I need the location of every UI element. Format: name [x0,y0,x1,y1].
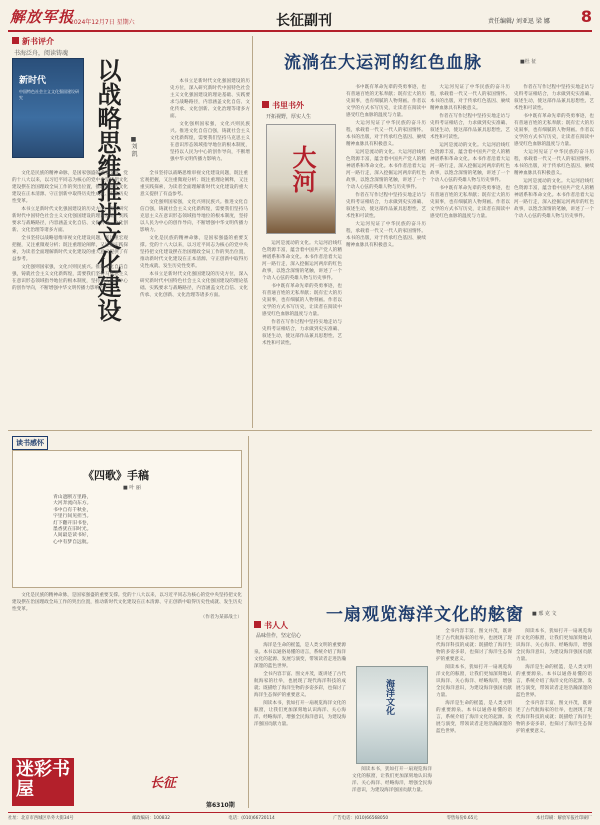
cover-title: 海洋文化 [384,679,394,715]
column-divider [252,36,253,428]
paragraph: 海洋是生命的摇篮，是人类文明的重要源泉。本书以通俗易懂的语言，系统介绍了海洋文化的起源、发展与演变，带领读者走进浩瀚深邃的蓝色世界。 [516,665,592,698]
article-body-col2 [346,84,426,426]
square-bullet-icon [254,621,261,628]
article-body-col1 [12,170,128,430]
footer-postcode: 邮政编码：100832 [132,816,170,821]
section-divider [8,430,592,431]
cover-title: 新时代 [19,76,47,86]
column-divider [248,436,249,808]
paragraph: 书中既有革命先辈的英勇事迹，也有普通百姓的无私奉献；既有宏大的历史叙事，也有细腻的人物刻画。作者以文学的方式书写历史，让读者在阅读中感受红色血脉的温度与力量。 [262,284,342,317]
poem-line: 字里行间见担当。 [53,514,92,520]
poem-title: 《四歌》手稿 [83,469,149,482]
paragraph: 书中既有革命先辈的英勇事迹，也有普通百姓的无私奉献；既有宏大的历史叙事，也有细腻的人物刻画。作者以文学的方式书写历史，让读者在阅读中感受红色血脉的温度与力量。 [430,186,510,219]
paragraph: 全书内容丰富、图文并茂，既讲述了古代航海家的壮举，也展现了现代海洋科技的成就；既描绘了海洋生物的多姿多彩，也探讨了海洋生态保护的重要意义。 [254,672,346,698]
column-label: 书人人 [264,621,288,630]
paragraph: 本书立足新时代文化强国建设的历史方位，深入研究新时代中国特色社会主义文化强国建设的理论基础、实践要求与战略路径，内容涵盖文化自信、文化传承、文化创新、文化治理等诸多方面。 [140,272,248,298]
article-headline: 以战略思维推进文化建设 [93,58,121,322]
article-body-col1 [254,642,346,808]
paragraph: 全书内容丰富、图文并茂，既讲述了古代航海家的壮举，也展现了现代海洋科技的成就；既描绘了海洋生物的多姿多彩，也探讨了海洋生态保护的重要意义。 [436,629,512,662]
poem-line: 心中有梦自远航。 [53,539,92,545]
article-body-col3 [430,84,510,426]
article-body-col3 [436,628,512,808]
paragraph: 全书坚持以战略思维审视文化建设问题，既注重宏观把握，又注重微观分析；既注重理论阐释，又注重实践探索，为读者全面理解新时代文化建设的重大意义提供了有益参考。 [140,171,248,197]
poem-lines [53,495,213,546]
page-number: 8 [580,7,592,26]
paragraph: 书中既有革命先辈的英勇事迹，也有普通百姓的无私奉献；既有宏大的历史叙事，也有细腻的人物刻画。作者以文学的方式书写历史，让读者在阅读中感受红色血脉的温度与力量。 [514,114,594,147]
column-subtitle: 开拓视野，厚实人生 [266,114,312,120]
cover-title: 大河 [288,145,317,193]
paragraph: 作者在写作过程中坚持实地走访与史料考证相结合，力求做到史实准确、叙述生动，使这部作品兼具思想性、艺术性和可读性。 [346,193,426,219]
square-bullet-icon [262,101,269,108]
masthead [8,6,592,30]
paragraph: 文化是民族的精神命脉，是国家强盛的重要支撑。党的十八大以来，以习近平同志为核心的党中央坚持把文化建设摆在治国理政全局工作的突出位置，推动新时代文化建设在正本清源、守正创新中取得历史性成就、发生历史性变革。 [12,171,128,204]
paragraph: 文化是民族的精神命脉，是国家强盛的重要支撑。党的十八大以来，以习近平同志为核心的党中央坚持把文化建设摆在治国理政全局工作的突出位置，推动新时代文化建设在正本清源、守正创新中取得历史性成就、发生历史性变革。 [12,593,242,612]
paragraph: 海洋是生命的摇篮，是人类文明的重要源泉。本书以通俗易懂的语言，系统介绍了海洋文化的起源、发展与演变，带领读者走进浩瀚深邃的蓝色世界。 [436,701,512,734]
column-label: 书里书外 [272,101,304,110]
poem-line: 灯下翻开旧书卷， [53,520,92,526]
poem-line: 人间最是读书好， [53,533,92,539]
column-subtitle: 品味佳作，坚定信心 [256,633,302,639]
article-body-col1 [262,240,342,426]
masthead-divider [8,30,592,32]
paragraph: 阅读本书，犹如打开一扇观览海洋文化的舷窗，让我们更加深刻地认识海洋、关心海洋、经略海洋，增强全民海洋意识，为建设海洋强国贡献力量。 [516,629,592,662]
section-title: 长征副刊 [276,13,332,29]
issue-date: 2024年12月7日 星期六 [70,19,135,26]
poem-author: ■ 叶 丽 [123,485,141,491]
column-subtitle: 书海泛舟，阅读铸魂 [14,50,69,57]
paragraph: 运河是流动的文化。大运河沿线红色资源丰富，蕴含着中国共产党人的精神谱系和革命文化。本书作者沿着大运河一路行走，深入挖掘运河两岸的红色故事，以饱含深情的笔触，讲述了一个个动人心弦的英雄人物与历史事件。 [514,179,594,219]
paragraph: 本书立足新时代文化强国建设的历史方位，深入研究新时代中国特色社会主义文化强国建设的理论基础、实践要求与战略路径，内容涵盖文化自信、文化传承、文化创新、文化治理等诸多方面。 [170,79,250,119]
footer-address: 社址：北京市西城区阜外大街34号 [8,816,74,821]
poem-note [12,592,242,622]
newspaper-logo: 解放军报 [10,8,75,26]
paragraph: 作者在写作过程中坚持实地走访与史料考证相结合，力求做到史实准确、叙述生动，使这部作品兼具思想性、艺术性和可读性。 [430,114,510,140]
article-headline: 一扇观览海洋文化的舷窗 [326,605,524,625]
paragraph: 运河是流动的文化。大运河沿线红色资源丰富，蕴含着中国共产党人的精神谱系和革命文化。本书作者沿着大运河一路行走，深入挖掘运河两岸的红色故事，以饱含深情的笔触，讲述了一个个动人心弦的英雄人物与历史事件。 [346,150,426,190]
paragraph: 阅读本书，犹如打开一扇观览海洋文化的舷窗，让我们更加深刻地认识海洋、关心海洋、经略海洋，增强全民海洋意识，为建设海洋强国贡献力量。 [352,767,432,793]
paragraph: 本书立足新时代文化强国建设的历史方位，深入研究新时代中国特色社会主义文化强国建设的理论基础、实践要求与战略路径，内容涵盖文化自信、文化传承、文化创新、文化治理等诸多方面。 [12,207,128,233]
poem-caption: （作者为某部战士） [200,615,242,620]
poem-line: 青山遮断万里路， [53,495,92,500]
column-header-new-books [12,36,54,47]
footer-phone: 电话：(010)66720114 [228,816,275,821]
article-byline: ■杜 征 [520,59,537,65]
poem-line: 墨香犹在旧时光。 [53,527,92,533]
paragraph: 大运河见证了中华民族的奋斗历程，承载着一代又一代人的家国情怀。本书的出版，对于传承红色基因、赓续精神血脉具有积极意义。 [514,150,594,176]
page-footer [8,812,592,822]
paragraph: 运河是流动的文化。大运河沿线红色资源丰富，蕴含着中国共产党人的精神谱系和革命文化。本书作者沿着大运河一路行走，深入挖掘运河两岸的红色故事，以饱含深情的笔触，讲述了一个个动人心弦的英雄人物与历史事件。 [430,143,510,183]
column-header-reading: 读书感怀 [12,436,48,450]
footer-ad-phone: 广告电话：(010)66568050 [333,816,389,821]
paragraph: 全书坚持以战略思维审视文化建设问题，既注重宏观把握，又注重微观分析；既注重理论阐释，又注重实践探索，为读者全面理解新时代文化建设的重大意义提供了有益参考。 [12,236,128,262]
article-body-col3 [170,78,250,166]
paragraph: 文化强则国家强，文化兴则民族兴。推进文化自信自强，铸就社会主义文化新辉煌，需要我们坚持马克思主义在意识形态领域指导地位的根本制度，坚持以人民为中心的创作导向，不断增强中华文明传播力影响力。 [170,122,250,162]
column-header-books [262,100,304,111]
footer-price: 零售每份0.65元 [446,816,478,821]
paragraph: 阅读本书，犹如打开一扇观览海洋文化的舷窗，让我们更加深刻地认识海洋、关心海洋、经略海洋，增强全民海洋意识，为建设海洋强国贡献力量。 [254,701,346,727]
column-header-books [254,620,288,631]
paragraph: 作者在写作过程中坚持实地走访与史料考证相结合，力求做到史实准确、叙述生动，使这部作品兼具思想性、艺术性和可读性。 [514,85,594,111]
cover-subtitle: 中国特色社会主义文化强国建设研究 [19,89,79,100]
paragraph: 作者在写作过程中坚持实地走访与史料考证相结合，力求做到史实准确、叙述生动，使这部作品兼具思想性、艺术性和可读性。 [262,320,342,346]
paragraph: 文化强则国家强，文化兴则民族兴。推进文化自信自强，铸就社会主义文化新辉煌，需要我们坚持马克思主义在意识形态领域指导地位的根本制度，坚持以人民为中心的创作导向，不断增强中华文明传播力影响力。 [140,200,248,233]
paragraph: 运河是流动的文化。大运河沿线红色资源丰富，蕴含着中国共产党人的精神谱系和革命文化。本书作者沿着大运河一路行走，深入挖掘运河两岸的红色故事，以饱含深情的笔触，讲述了一个个动人心弦的英雄人物与历史事件。 [262,241,342,281]
article-body-col4 [516,628,592,808]
column-label: 新书评介 [22,37,54,46]
article-body-col2 [140,170,248,430]
paragraph: 大运河见证了中华民族的奋斗历程，承载着一代又一代人的家国情怀。本书的出版，对于传承红色基因、赓续精神血脉具有积极意义。 [430,85,510,111]
changzheng-signature: 长征 [150,776,177,791]
book-cover-image [266,124,336,234]
paragraph: 海洋是生命的摇篮，是人类文明的重要源泉。本书以通俗易懂的语言，系统介绍了海洋文化的起源、发展与演变，带领读者走进浩瀚深邃的蓝色世界。 [254,643,346,669]
article-body-col4 [514,84,594,426]
article-byline: ■刘 凯 [130,136,137,157]
paragraph: 文化是民族的精神命脉，是国家强盛的重要支撑。党的十八大以来，以习近平同志为核心的党中央坚持把文化建设摆在治国理政全局工作的突出位置，推动新时代文化建设在正本清源、守正创新中取得历史性成就、发生历史性变革。 [140,236,248,269]
poem-manuscript-image [12,450,242,588]
paragraph: 文化强则国家强，文化兴则民族兴。推进文化自信自强，铸就社会主义文化新辉煌，需要我们坚持马克思主义在意识形态领域指导地位的根本制度，坚持以人民为中心的创作导向，不断增强中华文明传播力影响力。 [12,265,128,291]
article-headline: 流淌在大运河的红色血脉 [284,53,482,73]
poem-line: 书中自有千秋业， [53,507,92,513]
poem-line: 大河奔流向东方。 [53,501,92,507]
book-cover-image [356,666,428,764]
square-bullet-icon [12,37,19,44]
paragraph: 大运河见证了中华民族的奋斗历程，承载着一代又一代人的家国情怀。本书的出版，对于传承红色基因、赓续精神血脉具有积极意义。 [346,121,426,147]
ad-text: 迷彩书屋 [16,759,70,800]
issue-number: 第6310期 [206,802,235,809]
paragraph: 全书内容丰富、图文并茂，既讲述了古代航海家的壮举，也展现了现代海洋科技的成就；既描绘了海洋生物的多姿多彩，也探讨了海洋生态保护的重要意义。 [516,701,592,734]
paragraph: 阅读本书，犹如打开一扇观览海洋文化的舷窗，让我们更加深刻地认识海洋、关心海洋、经略海洋，增强全民海洋意识，为建设海洋强国贡献力量。 [436,665,512,698]
paragraph: 大运河见证了中华民族的奋斗历程，承载着一代又一代人的家国情怀。本书的出版，对于传承红色基因、赓续精神血脉具有积极意义。 [346,222,426,248]
article-body-col2 [352,766,432,808]
editors-line: 责任编辑/ 刘亚迅 梁 娜 [488,18,550,25]
book-cover-image [12,58,84,158]
paragraph: 书中既有革命先辈的英勇事迹，也有普通百姓的无私奉献；既有宏大的历史叙事，也有细腻的人物刻画。作者以文学的方式书写历史，让读者在阅读中感受红色血脉的温度与力量。 [346,85,426,118]
article-byline: ■ 邢 克 文 [532,611,557,617]
footer-printer: 本社印刷：解放军报社印刷厂 [536,816,592,821]
